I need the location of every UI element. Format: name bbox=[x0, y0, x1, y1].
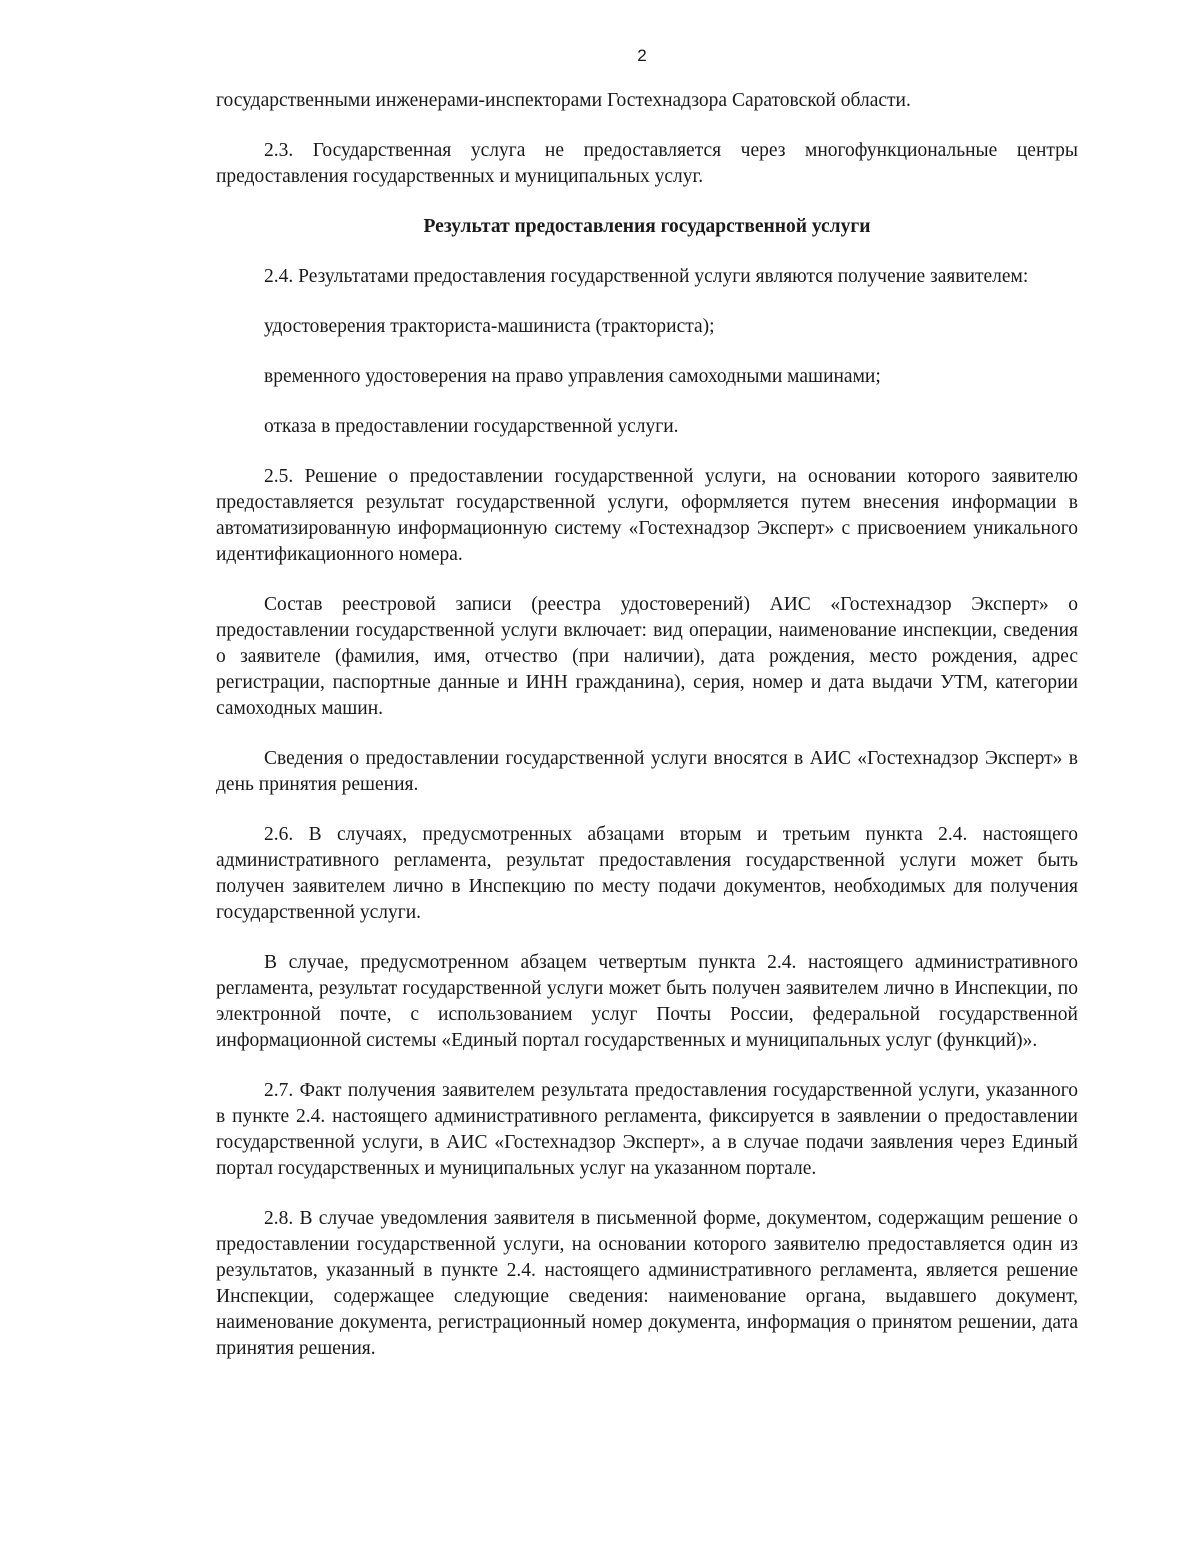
page-number: 2 bbox=[637, 46, 647, 65]
paragraph-2-6-second: В случае, предусмотренном абзацем четвертым пункта 2.4. настоящего административного регламента, результат государственной услуги может быть получен заявителем лично в Инспекции, по электронной почте, с использованием услуг Почты России, федеральной государственной информационной системы «Единый портал государственных и муниципальных услуг (функций)». bbox=[216, 952, 1078, 1051]
paragraph-continuation: государственными инженерами-инспекторами Гостехнадзора Саратовской области. bbox=[216, 90, 911, 111]
list-item-3: отказа в предоставлении государственной услуги. bbox=[264, 416, 679, 437]
paragraph-2-6: 2.6. В случаях, предусмотренных абзацами вторым и третьим пункта 2.4. настоящего административного регламента, результат предоставления государственной услуги может быть получен заявителем лично в Инспекцию по месту подачи документов, необходимых для получения государственной услуги. bbox=[216, 824, 1078, 923]
paragraph-registry-record: Состав реестровой записи (реестра удостоверений) АИС «Гостехнадзор Эксперт» о предоставлении государственной услуги включает: вид операции, наименование инспекции, сведения о заявителе (фамилия, имя, отчество (при наличии), дата рождения, место рождения, адрес регистрации, паспортные данные и ИНН гражданина), серия, номер и дата выдачи УТМ, категории самоходных машин. bbox=[216, 594, 1078, 719]
list-item-1: удостоверения тракториста-машиниста (тракториста); bbox=[264, 316, 715, 337]
paragraph-2-5: 2.5. Решение о предоставлении государственной услуги, на основании которого заявителю предоставляется результат государственной услуги, оформляется путем внесения информации в автоматизированную информационную систему «Гостехнадзор Эксперт» с присвоением уникального идентификационного номера. bbox=[216, 466, 1078, 565]
paragraph-2-8: 2.8. В случае уведомления заявителя в письменной форме, документом, содержащим решение о предоставлении государственной услуги, на основании которого заявителю предоставляется один из результатов, указанный в пункте 2.4. настоящего административного регламента, является решение Инспекции, содержащее следующие сведения: наименование органа, выдавшего документ, наименование документа, регистрационный номер документа, информация о принятом решении, дата принятия решения. bbox=[216, 1208, 1078, 1359]
document-body bbox=[216, 88, 1078, 1386]
list-item-2: временного удостоверения на право управления самоходными машинами; bbox=[264, 366, 881, 387]
paragraph-2-4: 2.4. Результатами предоставления государственной услуги являются получение заявителем: bbox=[264, 266, 1029, 287]
paragraph-registry-entry: Сведения о предоставлении государственной услуги вносятся в АИС «Гостехнадзор Эксперт» в день принятия решения. bbox=[216, 748, 1078, 795]
section-heading: Результат предоставления государственной услуги bbox=[423, 216, 871, 237]
paragraph-2-7: 2.7. Факт получения заявителем результата предоставления государственной услуги, указанного в пункте 2.4. настоящего административного регламента, фиксируется в заявлении о предоставлении государственной услуги, в АИС «Гостехнадзор Эксперт», а в случае подачи заявления через Единый портал государственных и муниципальных услуг на указанном портале. bbox=[216, 1080, 1078, 1179]
paragraph-2-3: 2.3. Государственная услуга не предоставляется через многофункциональные центры предоставления государственных и муниципальных услуг. bbox=[216, 140, 1078, 187]
